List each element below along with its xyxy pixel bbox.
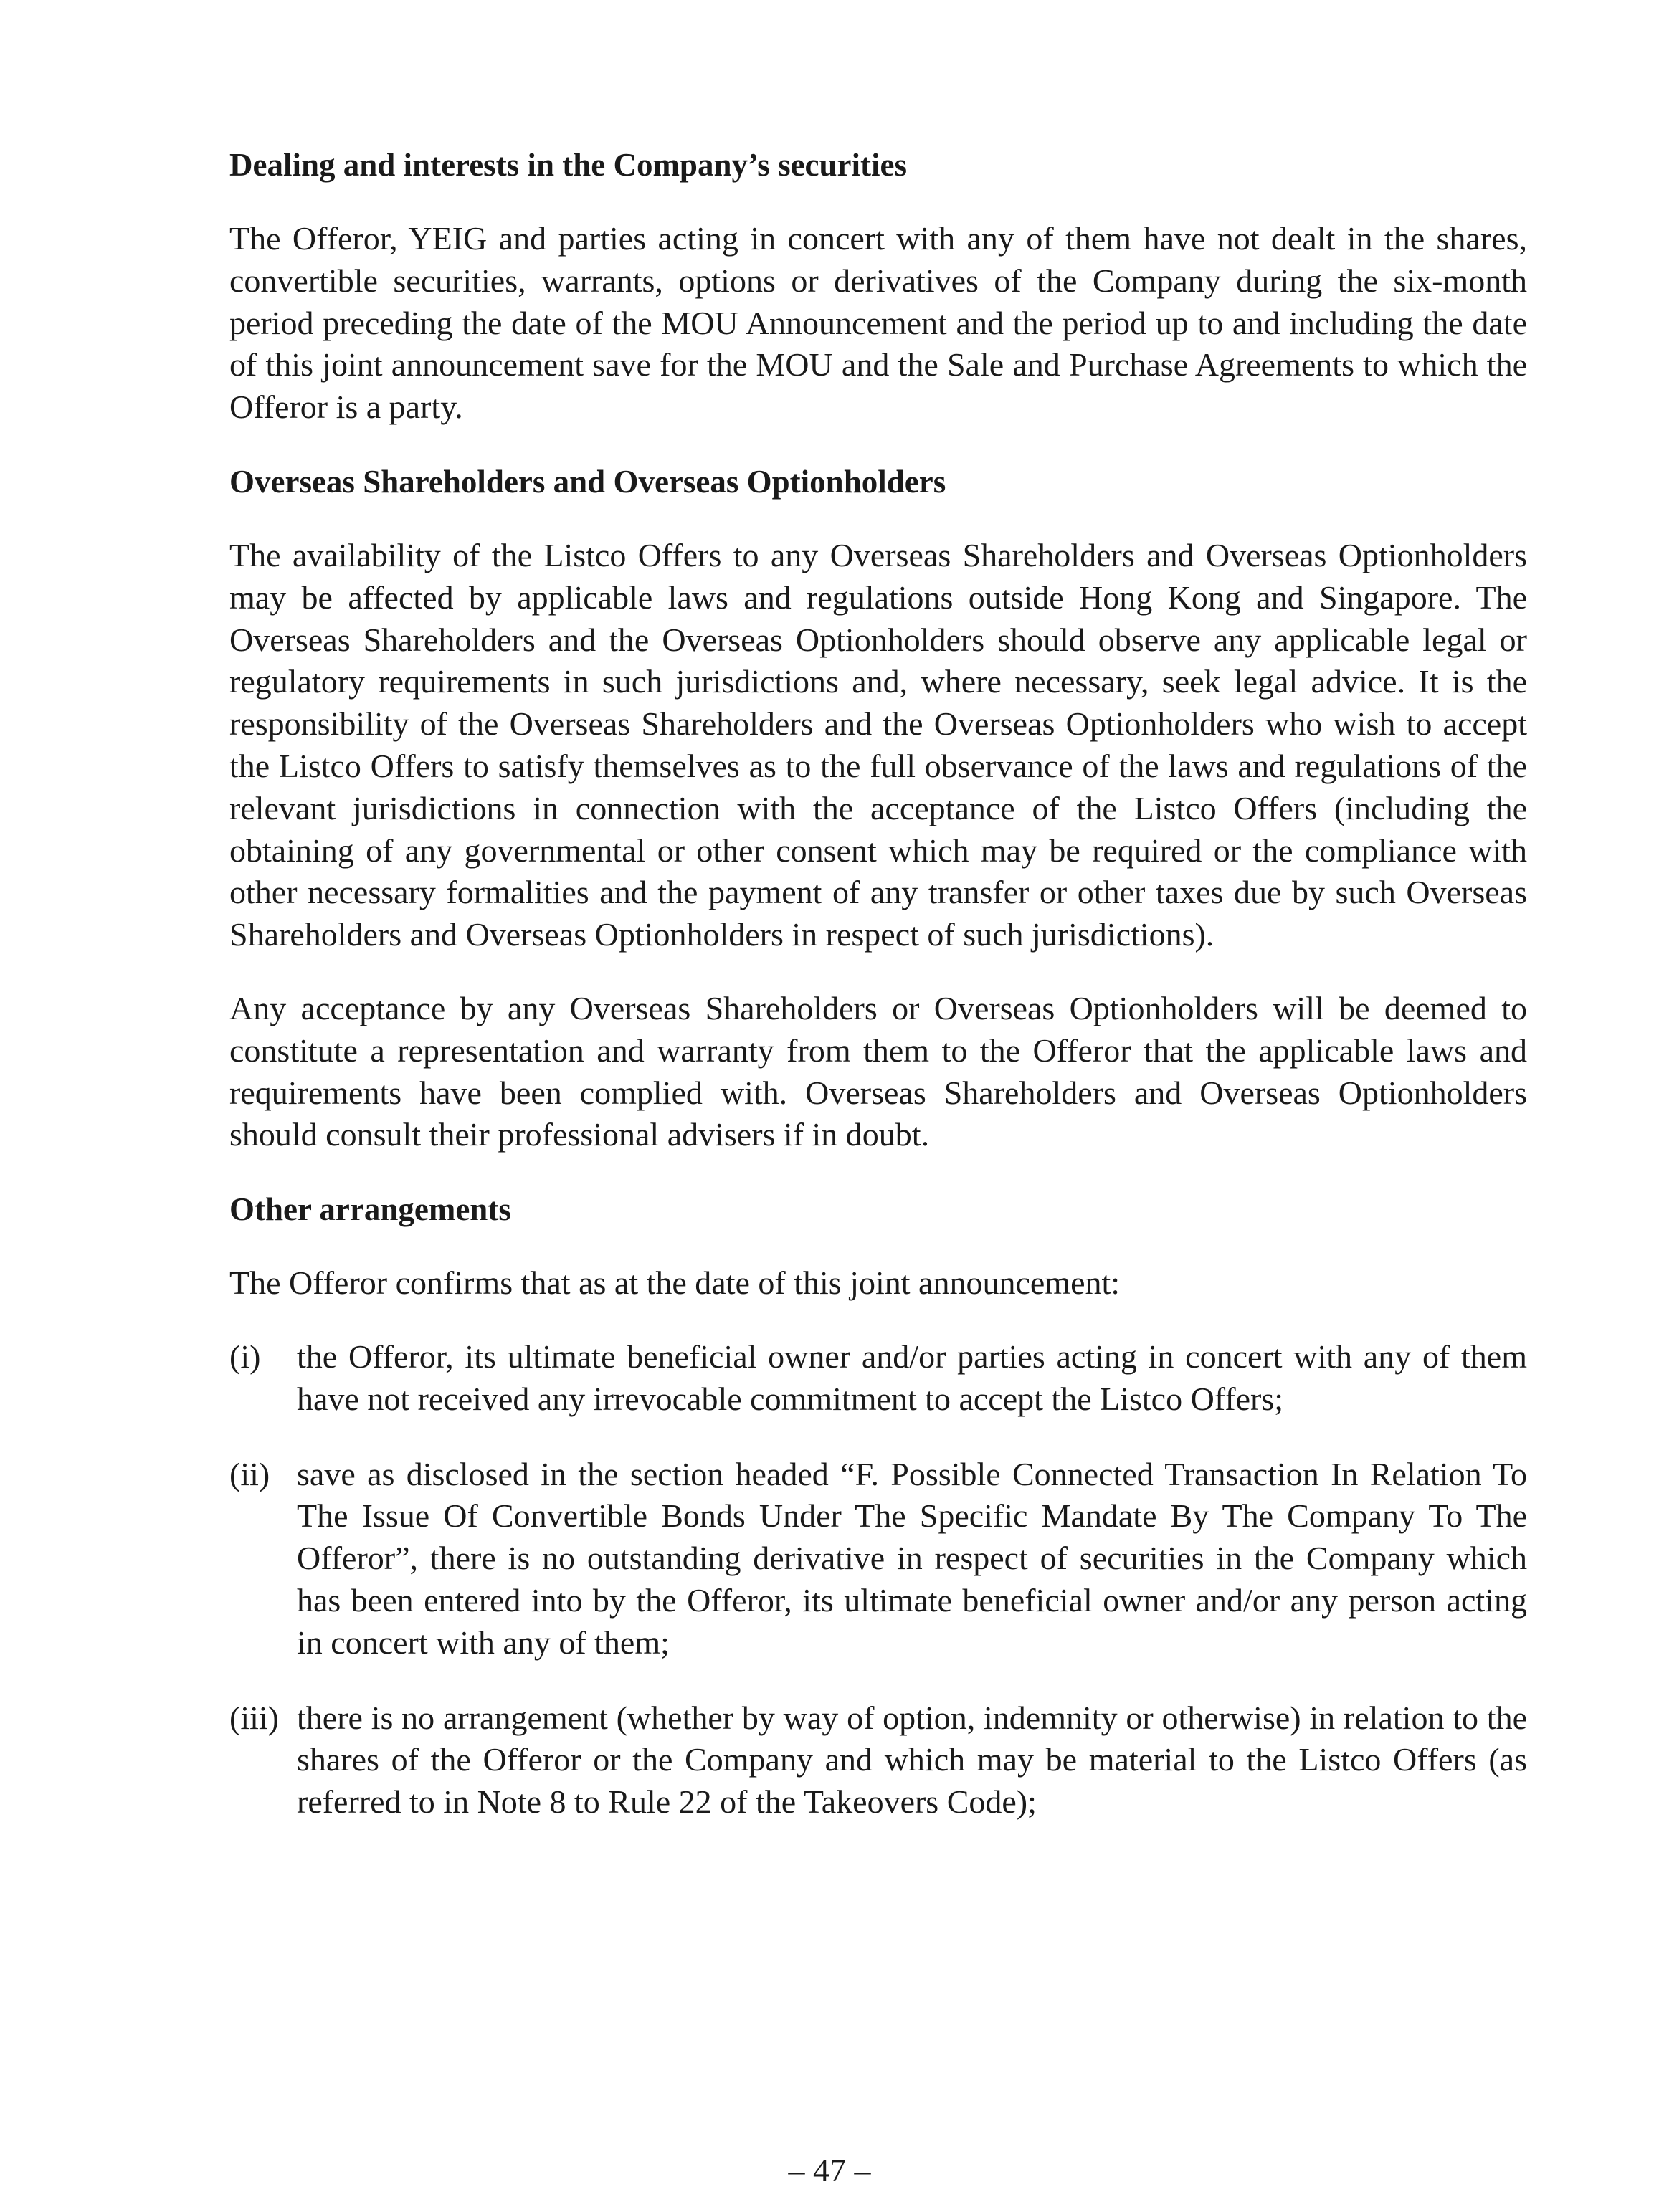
paragraph-overseas-availability: The availability of the Listco Offers to any Overseas Shareholders and Overseas Optionholders may be affected by applicable laws and regulations outside Hong Kong and Singapore. The Overseas Shareholders and the Overseas Optionholders should observe any applicable legal or regulatory requirements in such jurisdictions and, where necessary, seek legal advice. It is the responsibility of the Overseas Shareholders and the Overseas Optionholders who wish to accept the Listco Offers to satisfy themselves as to the full observance of the laws and regulations of the relevant jurisdictions in connection with the acceptance of the Listco Offers (including the obtaining of any governmental or other consent which may be required or the compliance with other necessary formalities and the payment of any transfer or other taxes due by such Overseas Shareholders and Overseas Optionholders in respect of such jurisdictions). [229, 536, 1527, 953]
list-item-text: save as disclosed in the section headed “F. Possible Connected Transaction In Relation To The Issue Of Convertible Bonds Under The Specific Mandate By The Company To The Offeror”, there is no outstanding derivative in respect of securities in the Company which has been entered into by the Offeror, its ultimate beneficial owner and/or any person acting in concert with any of them; [297, 1455, 1527, 1661]
list-marker: (i) [229, 1338, 261, 1375]
paragraph-other-intro: The Offeror confirms that as at the date of this joint announcement: [229, 1264, 1121, 1302]
list-marker: (ii) [229, 1455, 270, 1492]
list-item [229, 1336, 1527, 1421]
confirmation-list [229, 1336, 1527, 1824]
paragraph-dealing-interests: The Offeror, YEIG and parties acting in concert with any of them have not dealt in the shares, convertible securities, warrants, options or derivatives of the Company during the six-month period preceding the date of the MOU Announcement and the period up to and including the date of this joint announcement save for the MOU and the Sale and Purchase Agreements to which the Offeror is a party. [229, 220, 1527, 426]
list-marker: (iii) [229, 1699, 279, 1736]
list-item-text: there is no arrangement (whether by way of option, indemnity or otherwise) in relation to the shares of the Offeror or the Company and which may be material to the Listco Offers (as referred to in Note 8 to Rule 22 of the Takeovers Code); [297, 1699, 1527, 1821]
document-page [229, 143, 1527, 1824]
paragraph-overseas-acceptance: Any acceptance by any Overseas Shareholders or Overseas Optionholders will be deemed to constitute a representation and warranty from them to the Offeror that the applicable laws and requirements have been complied with. Overseas Shareholders and Overseas Optionholders should consult their professional advisers if in doubt. [229, 989, 1527, 1153]
page-number: – 47 – [788, 2152, 871, 2188]
heading-overseas-holders: Overseas Shareholders and Overseas Optionholders [229, 463, 946, 500]
list-item [229, 1697, 1527, 1824]
list-item-text: the Offeror, its ultimate beneficial owner and/or parties acting in concert with any of them have not received any irrevocable commitment to accept the Listco Offers; [297, 1338, 1527, 1417]
heading-dealing-interests: Dealing and interests in the Company’s securities [229, 147, 907, 183]
list-item [229, 1454, 1527, 1664]
heading-other-arrangements: Other arrangements [229, 1191, 511, 1228]
